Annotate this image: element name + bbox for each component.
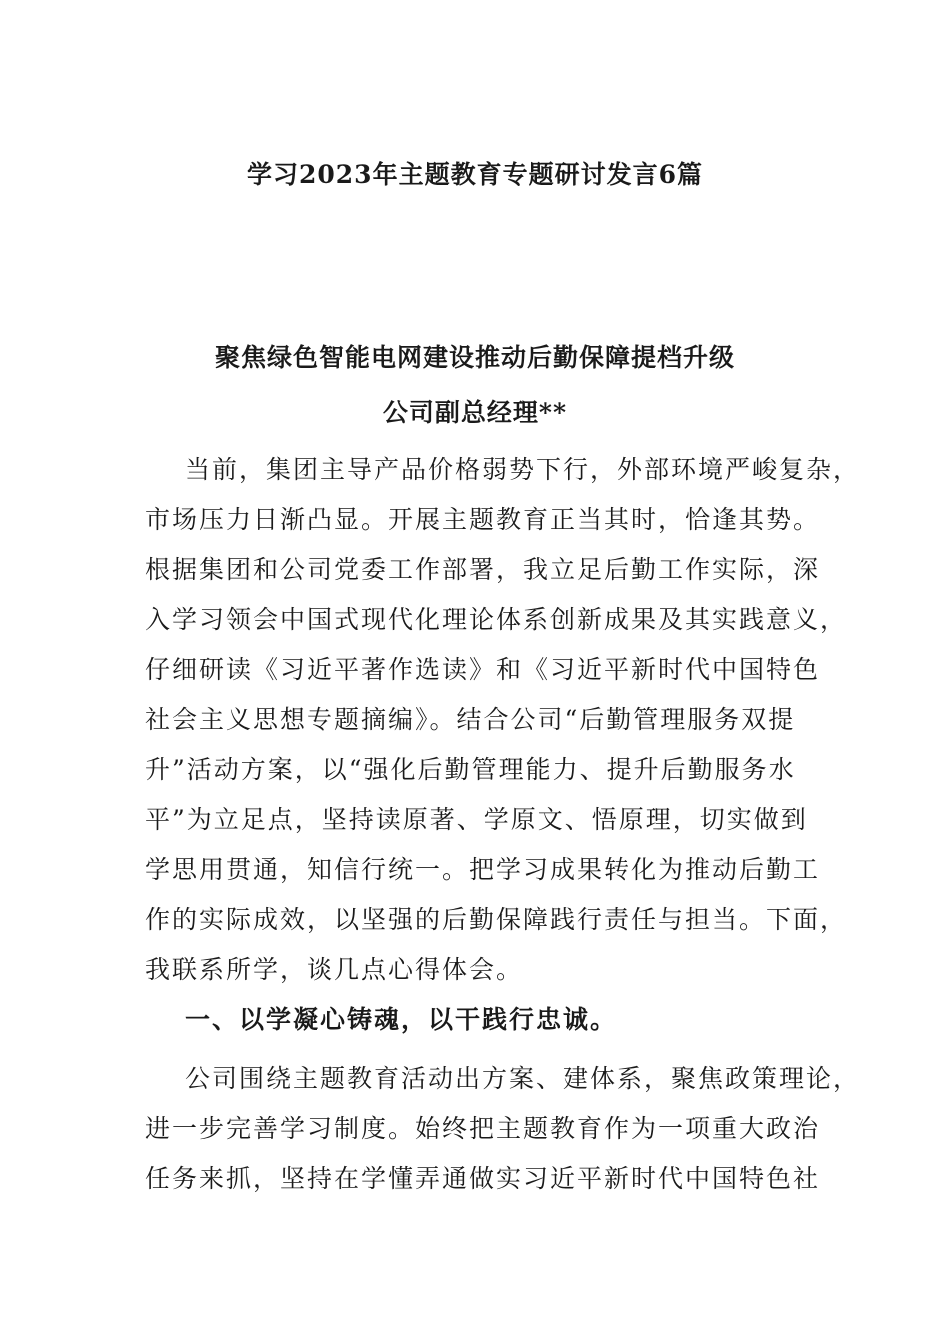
- paragraph-line: 任务来抓，坚持在学懂弄通做实习近平新时代中国特色社: [145, 1164, 821, 1193]
- paragraph-line: 平”为立足点，坚持读原著、学原文、悟原理，切实做到: [145, 805, 808, 834]
- paragraph-line: 公司围绕主题教育活动出方案、建体系，聚焦政策理论，: [185, 1064, 861, 1093]
- paragraph-line: 学思用贯通，知信行统一。把学习成果转化为推动后勤工: [145, 855, 821, 884]
- paragraph-line: 社会主义思想专题摘编》。结合公司“后勤管理服务双提: [145, 705, 796, 734]
- paragraph-line: 进一步完善学习制度。始终把主题教育作为一项重大政治: [145, 1114, 821, 1143]
- paragraph-line: 根据集团和公司党委工作部署，我立足后勤工作实际，深: [145, 555, 821, 584]
- article-title: 聚焦绿色智能电网建设推动后勤保障提档升级: [214, 343, 735, 372]
- paragraph-line: 我联系所学，谈几点心得体会。: [145, 955, 524, 984]
- document-title: 学习2023年主题教育专题研讨发言6篇: [247, 160, 703, 189]
- section-1-heading: 一、以学凝心铸魂，以干践行忠诚。: [185, 1005, 618, 1034]
- paragraph-line: 当前，集团主导产品价格弱势下行，外部环境严峻复杂，: [185, 455, 861, 484]
- section-heading: [145, 995, 815, 1045]
- paragraph-line: 作的实际成效，以坚强的后勤保障践行责任与担当。下面，: [145, 905, 848, 934]
- paragraph-line: 仔细研读《习近平著作选读》和《习近平新时代中国特色: [145, 655, 821, 684]
- paragraph-line: 入学习领会中国式现代化理论体系创新成果及其实践意义，: [145, 605, 848, 634]
- intro-paragraph: [145, 445, 861, 995]
- author-line: 公司副总经理**: [382, 398, 568, 427]
- section-1-paragraph: [145, 1054, 861, 1204]
- paragraph-line: 市场压力日渐凸显。开展主题教育正当其时，恰逢其势。: [145, 505, 821, 534]
- paragraph-line: 升”活动方案，以“强化后勤管理能力、提升后勤服务水: [145, 755, 796, 784]
